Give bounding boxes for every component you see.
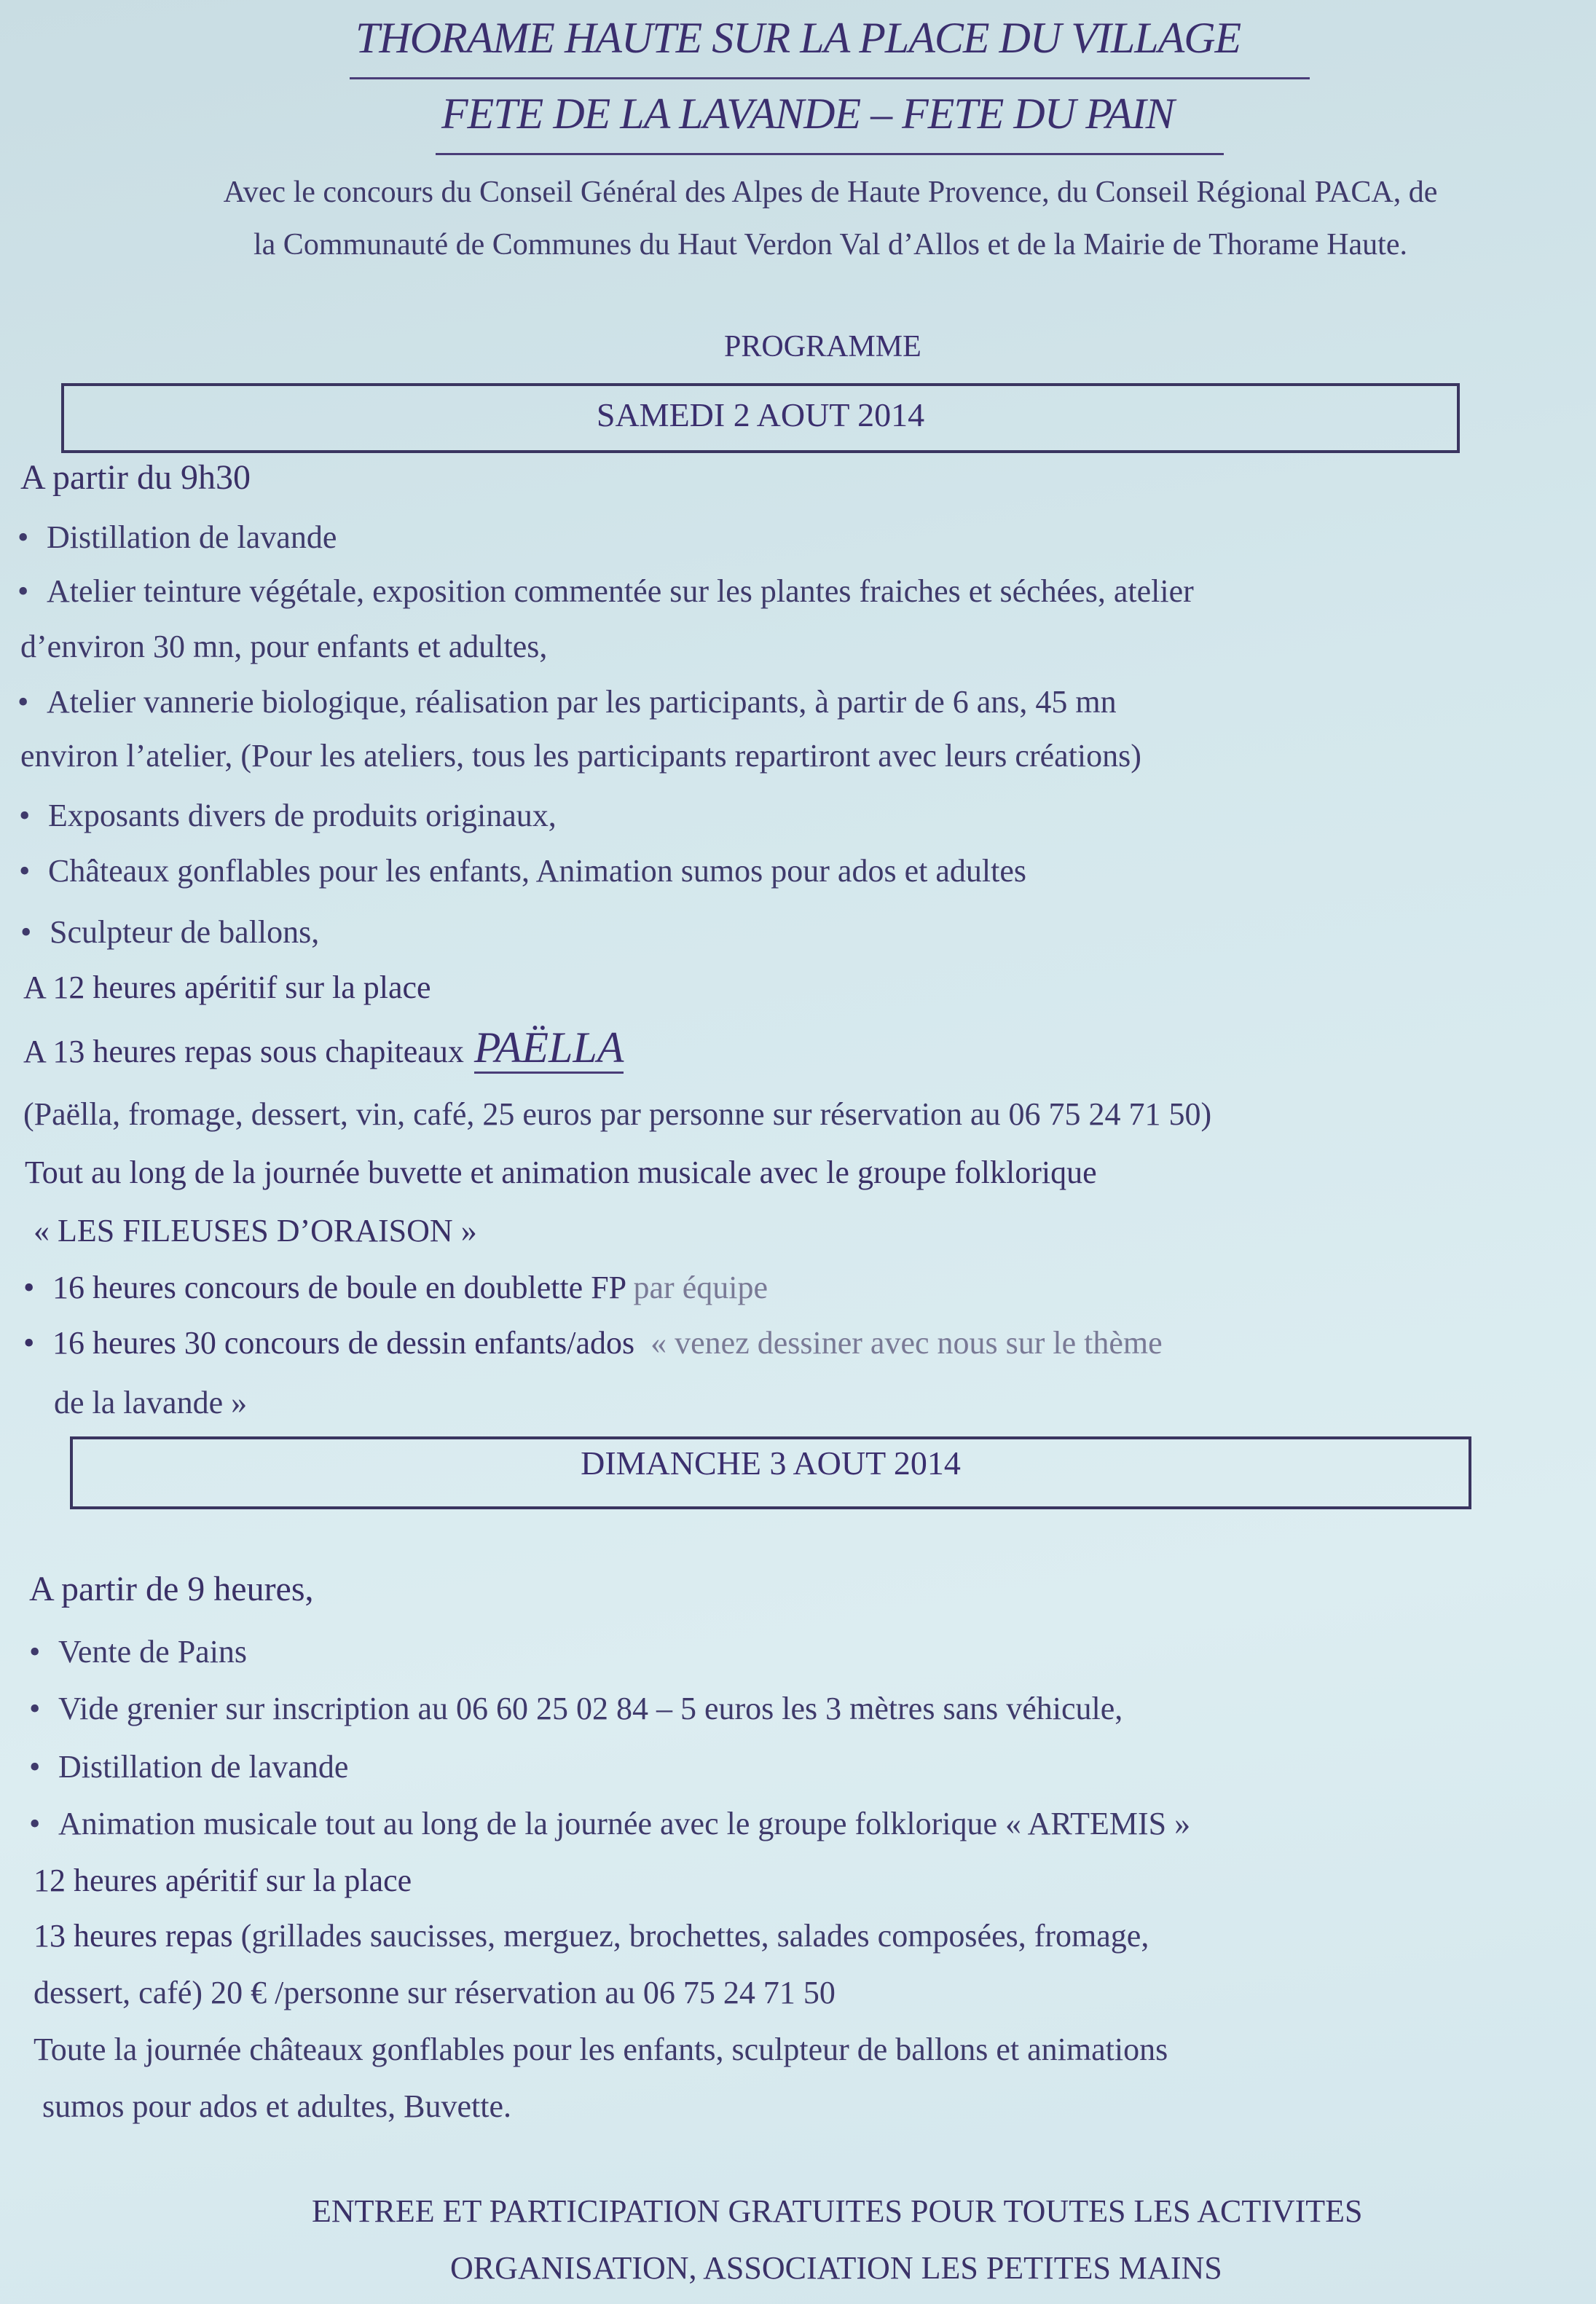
bullet-icon: • <box>29 1749 41 1785</box>
sat-item-2: • Atelier teinture végétale, exposition commentée sur les plantes fraiches et séchées, atelier <box>17 573 1194 609</box>
sat-paella-details: (Paëlla, fromage, dessert, vin, café, 25 euros par personne sur réservation au 06 75 24 71 50) <box>23 1096 1212 1132</box>
sun-item-1: • Vente de Pains <box>29 1634 248 1670</box>
bullet-icon: • <box>23 1270 35 1305</box>
sat-buvette: Tout au long de la journée buvette et animation musicale avec le groupe folklorique <box>25 1155 1097 1190</box>
sunday-heading: DIMANCHE 3 AOUT 2014 <box>581 1444 961 1482</box>
saturday-heading-box <box>61 383 1460 453</box>
sat-item-3-cont: environ l’atelier, (Pour les ateliers, tous les participants repartiront avec leurs créations) <box>20 738 1141 774</box>
bullet-icon: • <box>29 1634 41 1670</box>
programme-label: PROGRAMME <box>724 330 921 363</box>
sat-item-3: • Atelier vannerie biologique, réalisation par les participants, à partir de 6 ans, 45 mn <box>17 684 1117 720</box>
sun-item-3: • Distillation de lavande <box>29 1749 349 1785</box>
sunday-start-time: A partir de 9 heures, <box>29 1570 314 1608</box>
sat-item-6: • Sculpteur de ballons, <box>20 914 320 950</box>
sat-dessin: • 16 heures 30 concours de dessin enfants/ados « venez dessiner avec nous sur le thème <box>23 1325 1163 1361</box>
bullet-icon: • <box>19 853 31 889</box>
bullet-icon: • <box>19 798 31 833</box>
title-village: THORAME HAUTE SUR LA PLACE DU VILLAGE <box>355 14 1241 62</box>
sun-journee: Toute la journée châteaux gonflables pour les enfants, sculpteur de ballons et animations <box>34 2032 1168 2067</box>
sat-dessin-cont: de la lavande » <box>54 1385 248 1420</box>
sun-journee-cont: sumos pour ados et adultes, Buvette. <box>42 2088 512 2124</box>
bullet-icon: • <box>17 573 29 609</box>
sat-item-5: • Châteaux gonflables pour les enfants, Animation sumos pour ados et adultes <box>19 853 1026 889</box>
sun-repas: 13 heures repas (grillades saucisses, merguez, brochettes, salades composées, fromage, <box>34 1918 1149 1954</box>
title-underline-2 <box>436 153 1224 155</box>
footer-entree-gratuite: ENTREE ET PARTICIPATION GRATUITES POUR TOUTES LES ACTIVITES <box>312 2193 1363 2229</box>
bullet-icon: • <box>23 1325 35 1361</box>
sun-aperitif: 12 heures apéritif sur la place <box>34 1863 412 1898</box>
title-underline-1 <box>350 77 1310 79</box>
sat-item-4: • Exposants divers de produits originaux, <box>19 798 557 833</box>
sat-item-1: • Distillation de lavande <box>17 519 337 555</box>
title-fete: FETE DE LA LAVANDE – FETE DU PAIN <box>441 90 1174 138</box>
sun-repas-cont: dessert, café) 20 € /personne sur réservation au 06 75 24 71 50 <box>34 1975 836 2010</box>
bullet-icon: • <box>29 1691 41 1726</box>
intro-line-2: la Communauté de Communes du Haut Verdon Val d’Allos et de la Mairie de Thorame Haute. <box>253 228 1407 262</box>
bullet-icon: • <box>29 1806 41 1841</box>
intro-paragraph <box>87 166 1573 271</box>
sat-repas: A 13 heures repas sous chapiteaux PAËLLA <box>23 1023 624 1073</box>
sat-groupe-folklorique: « LES FILEUSES D’ORAISON » <box>34 1213 477 1249</box>
saturday-start-time: A partir du 9h30 <box>20 458 251 497</box>
sat-boule: • 16 heures concours de boule en doublette FP par équipe <box>23 1270 768 1305</box>
sun-item-2: • Vide grenier sur inscription au 06 60 25 02 84 – 5 euros les 3 mètres sans véhicule, <box>29 1691 1123 1726</box>
intro-line-1: Avec le concours du Conseil Général des Alpes de Haute Provence, du Conseil Régional PACA, de <box>223 176 1438 209</box>
footer-organisation: ORGANISATION, ASSOCIATION LES PETITES MAINS <box>450 2250 1222 2286</box>
bullet-icon: • <box>17 684 29 720</box>
paella-title: PAËLLA <box>474 1023 624 1074</box>
saturday-heading: SAMEDI 2 AOUT 2014 <box>596 396 925 433</box>
sat-item-2-cont: d’environ 30 mn, pour enfants et adultes, <box>20 629 548 664</box>
sunday-heading-box <box>70 1436 1471 1509</box>
sat-aperitif: A 12 heures apéritif sur la place <box>23 970 431 1005</box>
sun-item-4: • Animation musicale tout au long de la journée avec le groupe folklorique « ARTEMIS » <box>29 1806 1191 1841</box>
bullet-icon: • <box>20 914 32 950</box>
bullet-icon: • <box>17 519 29 555</box>
